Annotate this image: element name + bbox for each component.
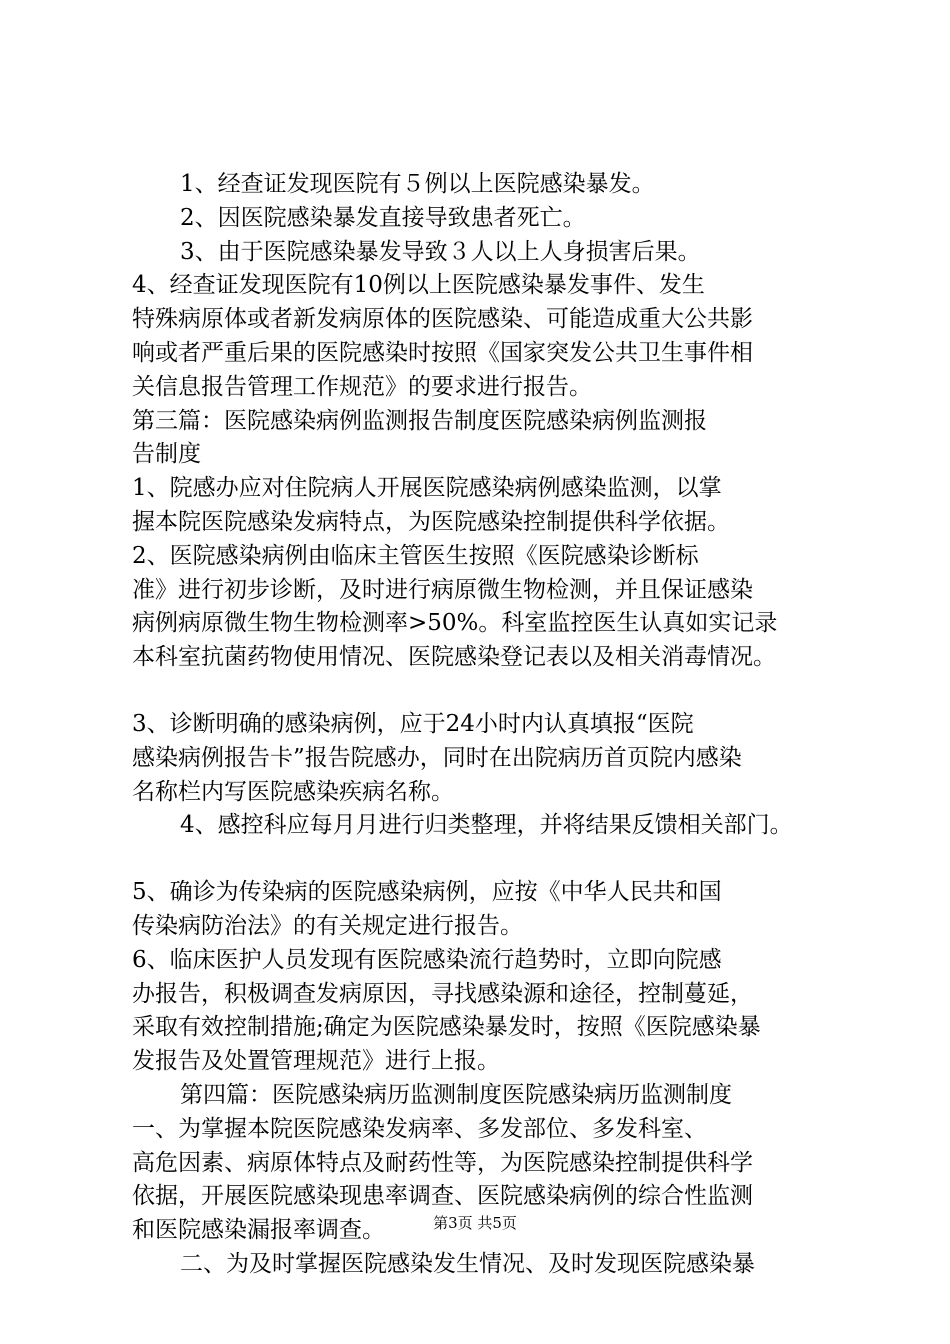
text-line: 准》进行初步诊断，及时进行病原微生物检测，并且保证感染 — [132, 576, 753, 603]
text-line: 4、感控科应每月月进行归类整理，并将结果反馈相关部门。 — [180, 812, 793, 839]
text-line: 1、经查证发现医院有５例以上医院感染暴发。 — [180, 171, 655, 197]
text-line: 3、由于医院感染暴发导致３人以上人身损害后果。 — [180, 238, 701, 265]
text-line: 一、为掌握本院医院感染发病率、多发部位、多发科室、 — [132, 1115, 707, 1142]
text-line: 5、确诊为传染病的医院感染病例，应按《中华人民共和国 — [132, 879, 722, 906]
text-line: 告制度 — [132, 441, 201, 468]
text-line: 特殊病原体或者新发病原体的医院感染、可能造成重大公共影 — [132, 306, 753, 333]
paragraph-gap — [0, 843, 950, 876]
text-line: 二、为及时掌握医院感染发生情况、及时发现医院感染暴 — [180, 1250, 755, 1277]
paragraph-6 — [0, 540, 950, 675]
text-line: 第四篇：医院感染病历监测制度医院感染病历监测制度 — [180, 1081, 732, 1108]
text-line: 和医院感染漏报率调查。 — [132, 1217, 385, 1244]
text-line: 名称栏内写医院感染疾病名称。 — [132, 778, 454, 805]
paragraph-2 — [0, 202, 950, 236]
text-line: 感染病例报告卡”报告院感办，同时在出院病历首页院内感染 — [132, 744, 742, 771]
paragraph-8 — [0, 809, 950, 843]
text-line: 关信息报告管理工作规范》的要求进行报告。 — [132, 373, 592, 400]
text-line: 传染病防治法》的有关规定进行报告。 — [132, 912, 523, 939]
text-line: 依据，开展医院感染现患率调查、医院感染病例的综合性监测 — [132, 1183, 753, 1210]
text-line: 采取有效控制措施;确定为医院感染暴发时，按照《医院感染暴 — [132, 1014, 761, 1041]
paragraph-10 — [0, 944, 950, 1079]
paragraph-gap — [0, 675, 950, 708]
text-line: 办报告，积极调查发病原因，寻找感染源和途径，控制蔓延， — [132, 980, 753, 1007]
document-body — [0, 168, 950, 1282]
text-line: 4、经查证发现医院有10例以上医院感染暴发事件、发生 — [132, 272, 705, 299]
paragraph-12 — [0, 1248, 950, 1282]
paragraph-4 — [0, 269, 950, 404]
text-line: 3、诊断明确的感染病例，应于24小时内认真填报“医院 — [132, 710, 694, 737]
paragraph-7 — [0, 708, 950, 809]
section-heading-3 — [0, 405, 950, 473]
paragraph-1 — [0, 168, 950, 202]
text-line: 1、院感办应对住院病人开展医院感染病例感染监测，以掌 — [132, 475, 722, 502]
paragraph-3 — [0, 236, 950, 270]
text-line: 发报告及处置管理规范》进行上报。 — [132, 1048, 500, 1075]
section-heading-4 — [0, 1079, 950, 1113]
text-line: 高危因素、病原体特点及耐药性等，为医院感染控制提供科学 — [132, 1149, 753, 1176]
page-footer: 第3页 共5页 — [433, 1214, 517, 1232]
text-line: 本科室抗菌药物使用情况、医院感染登记表以及相关消毒情况。 — [132, 644, 776, 671]
text-line: 6、临床医护人员发现有医院感染流行趋势时，立即向院感 — [132, 946, 722, 973]
text-line: 病例病原微生物生物检测率>50%。科室监控医生认真如实记录 — [132, 610, 778, 637]
text-line: 响或者严重后果的医院感染时按照《国家突发公共卫生事件相 — [132, 339, 753, 366]
text-line: 握本院医院感染发病特点，为医院感染控制提供科学依据。 — [132, 508, 730, 535]
paragraph-5 — [0, 472, 950, 540]
text-line: 第三篇：医院感染病例监测报告制度医院感染病例监测报 — [132, 407, 707, 434]
paragraph-9 — [0, 876, 950, 944]
text-line: 2、因医院感染暴发直接导致患者死亡。 — [180, 204, 586, 231]
text-line: 2、医院感染病例由临床主管医生按照《医院感染诊断标 — [132, 542, 699, 569]
